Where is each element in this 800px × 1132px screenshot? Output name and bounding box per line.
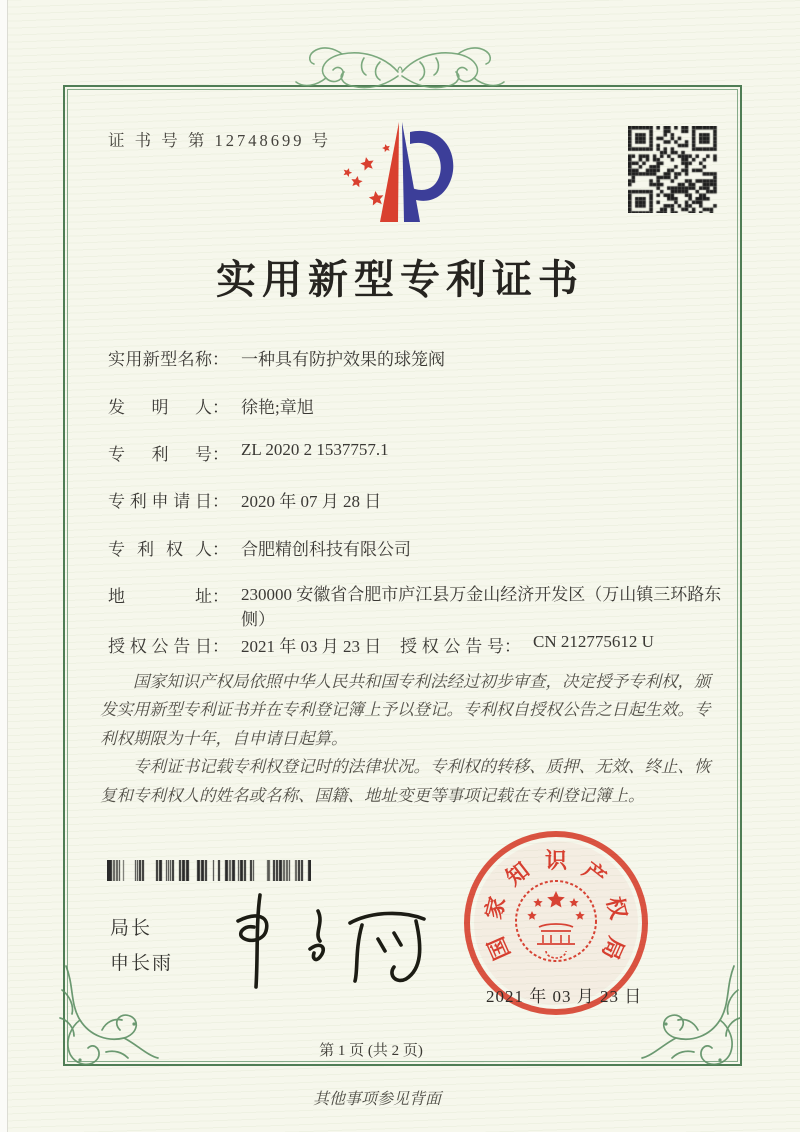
seal-arc-char: 国 — [482, 933, 515, 964]
top-flourish-ornament — [280, 42, 520, 100]
field-colon: ： — [212, 350, 229, 369]
commissioner-name: 申长雨 — [110, 953, 174, 974]
field-colon: ： — [212, 492, 229, 511]
legal-text — [100, 668, 712, 810]
grant-number-pair — [400, 632, 654, 657]
field-label: 专利申请日 — [108, 492, 212, 511]
field-value: 230000 安徽省合肥市庐江县万金山经济开发区（万山镇三环路东侧） — [241, 585, 722, 629]
field-label: 授权公告号 — [400, 637, 504, 656]
field-value: ZL 2020 2 1537757.1 — [241, 440, 389, 459]
legal-paragraph: 国家知识产权局依照中华人民共和国专利法经过初步审查，决定授予专利权，颁发实用新型专利证书并在专利登记簿上予以登记。专利权自授权公告之日起生效。专利权期限为十年，自申请日起算。 — [100, 672, 711, 748]
field-colon: ： — [504, 637, 521, 656]
commissioner-role-label: 局长 — [110, 918, 153, 939]
field-label: 专利权人 — [108, 540, 212, 559]
scan-edge — [0, 0, 8, 1132]
field-row-name — [108, 345, 445, 370]
field-label: 发明人 — [108, 398, 212, 417]
field-value: 一种具有防护效果的球笼阀 — [241, 350, 445, 369]
field-row-patentee — [108, 535, 411, 560]
field-value: 合肥精创科技有限公司 — [241, 540, 411, 559]
corner-flourish-left — [50, 960, 165, 1075]
field-colon: ： — [212, 637, 229, 656]
field-colon: ： — [212, 587, 229, 606]
seal-arc-char: 知 — [500, 856, 534, 890]
field-value: 2021 年 03 月 23 日 — [241, 637, 382, 656]
certificate-number: 证 书 号 第 12748699 号 — [108, 131, 332, 150]
field-label: 地址 — [108, 587, 212, 606]
field-label: 授权公告日 — [108, 637, 212, 656]
national-emblem-icon — [506, 871, 606, 971]
field-colon: ： — [212, 398, 229, 417]
seal-arc-char: 局 — [597, 933, 630, 964]
field-label: 实用新型名称 — [108, 350, 212, 369]
field-value: 徐艳;章旭 — [241, 398, 314, 417]
field-colon: ： — [212, 445, 229, 464]
field-value: CN 212775612 U — [533, 632, 654, 651]
field-row-filing-date — [108, 487, 381, 512]
field-row-address — [108, 582, 743, 632]
seal-date: 2021 年 03 月 23 日 — [486, 987, 643, 1006]
field-label: 专利号 — [108, 445, 212, 464]
field-row-inventors — [108, 393, 314, 418]
legal-paragraph: 专利证书记载专利权登记时的法律状况。专利权的转移、质押、无效、终止、恢复和专利权人的姓名或名称、国籍、地址变更等事项记载在专利登记簿上。 — [100, 757, 711, 805]
seal-arc-char: 产 — [578, 856, 612, 890]
certificate-title: 实用新型专利证书 — [216, 257, 584, 302]
field-colon: ： — [212, 540, 229, 559]
signature-autograph — [222, 882, 432, 994]
field-value: 2020 年 07 月 28 日 — [241, 492, 382, 511]
seal-arc-char: 家 — [480, 894, 510, 922]
barcode — [107, 860, 311, 881]
seal-arc-char: 识 — [544, 847, 567, 873]
back-side-note: 其他事项参见背面 — [312, 1091, 441, 1108]
field-row-patent-number — [108, 440, 389, 465]
corner-flourish-right — [635, 960, 750, 1075]
field-row-grant — [108, 632, 654, 657]
page-indicator: 第 1 页 (共 2 页) — [319, 1043, 423, 1059]
cnipa-logo-icon — [336, 110, 472, 236]
qr-code — [628, 126, 720, 213]
seal-arc-char: 权 — [602, 894, 632, 922]
